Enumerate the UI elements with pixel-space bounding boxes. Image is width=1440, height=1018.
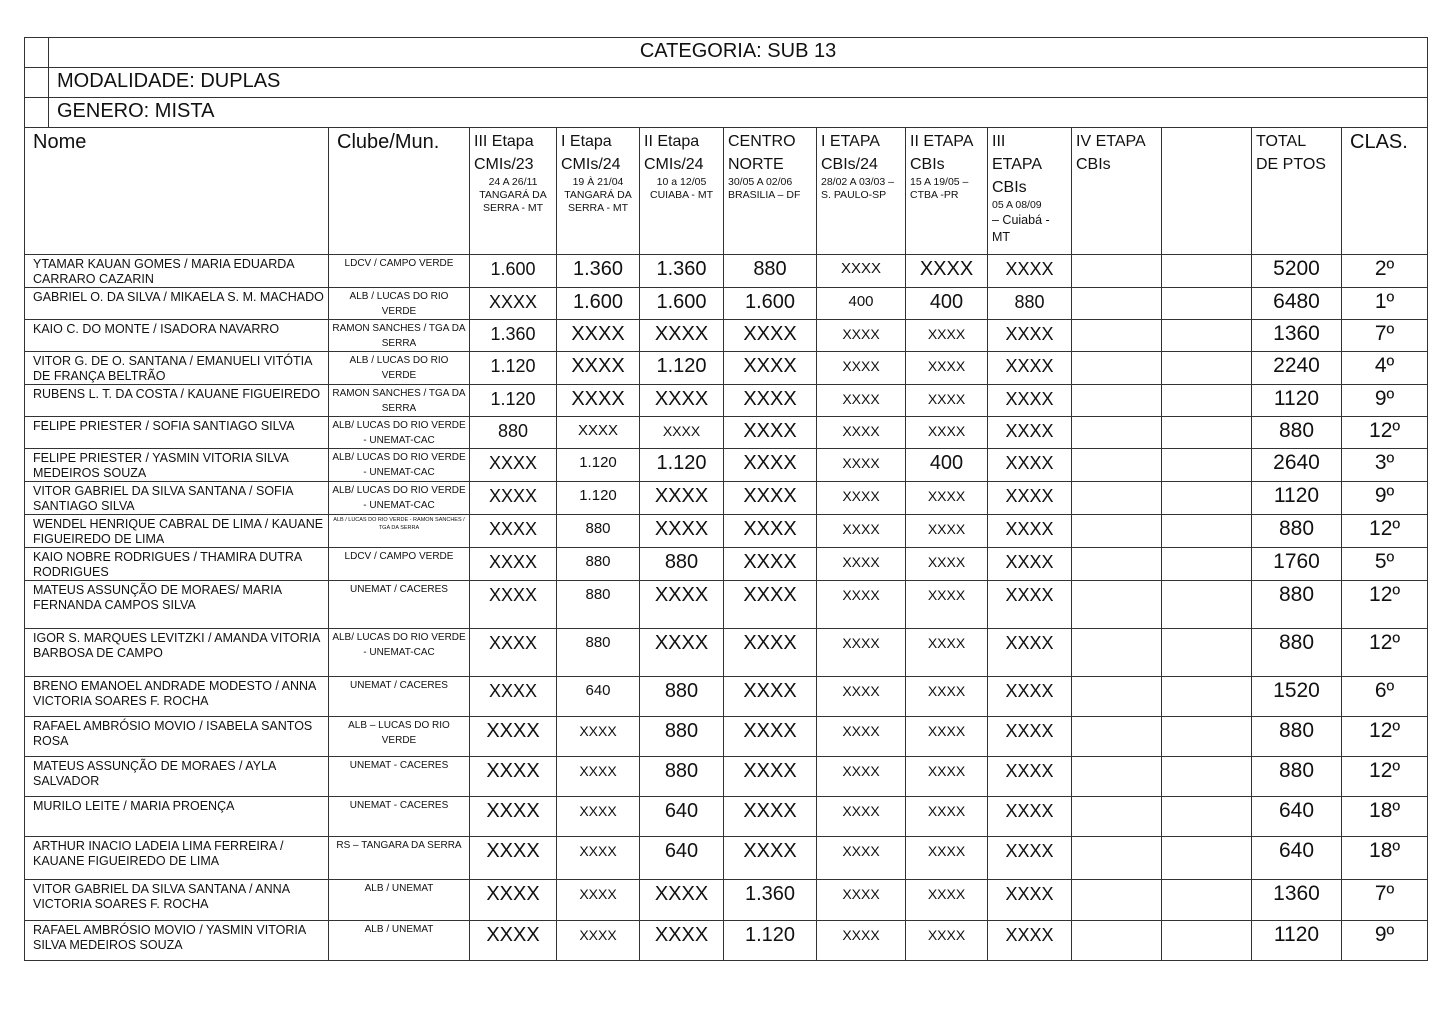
points-c9 (1162, 921, 1252, 961)
points-c2: 1.120 (557, 449, 640, 482)
classification: 12º (1342, 417, 1428, 449)
player-names: MURILO LEITE / MARIA PROENÇA (25, 797, 329, 837)
total-points: 1120 (1252, 921, 1342, 961)
total-points: 880 (1252, 417, 1342, 449)
points-c3: 880 (640, 757, 724, 797)
points-c9 (1162, 717, 1252, 757)
points-c6: XXXX (906, 320, 988, 352)
points-c6: XXXX (906, 581, 988, 629)
points-c1: 880 (470, 417, 557, 449)
points-c3: XXXX (640, 320, 724, 352)
classification: 2º (1342, 255, 1428, 288)
club-cell: ALB / UNEMAT (329, 921, 470, 961)
points-c2: XXXX (557, 797, 640, 837)
table-row (25, 797, 1428, 837)
player-names: MATEUS ASSUNÇÃO DE MORAES/ MARIA FERNANDA CAMPOS SILVA (25, 581, 329, 629)
classification: 18º (1342, 797, 1428, 837)
points-c4: XXXX (724, 352, 817, 385)
table-row (25, 482, 1428, 515)
points-c4: XXXX (724, 482, 817, 515)
points-c5: XXXX (817, 255, 906, 288)
points-c9 (1162, 255, 1252, 288)
table-row (25, 417, 1428, 449)
player-names: RUBENS L. T. DA COSTA / KAUANE FIGUEIREDO (25, 385, 329, 417)
points-c3: 1.360 (640, 255, 724, 288)
points-c9 (1162, 880, 1252, 921)
points-c8 (1072, 837, 1162, 880)
player-names: ARTHUR INACIO LADEIA LIMA FERREIRA / KAUANE FIGUEIREDO DE LIMA (25, 837, 329, 880)
classification: 3º (1342, 449, 1428, 482)
club-cell: ALB / LUCAS DO RIO VERDE (329, 352, 470, 385)
classification: 6º (1342, 677, 1428, 717)
points-c8 (1072, 482, 1162, 515)
header-c2: I Etapa CMIs/24 19 À 21/04 TANGARÁ DA SERRA - MT (557, 128, 640, 255)
total-points: 640 (1252, 797, 1342, 837)
club-cell: UNEMAT / CACERES (329, 677, 470, 717)
player-names: RAFAEL AMBRÓSIO MOVIO / ISABELA SANTOS ROSA (25, 717, 329, 757)
total-points: 6480 (1252, 288, 1342, 320)
points-c1: 1.600 (470, 255, 557, 288)
points-c3: 880 (640, 677, 724, 717)
points-c5: XXXX (817, 385, 906, 417)
points-c7: XXXX (988, 515, 1072, 548)
points-c4: 880 (724, 255, 817, 288)
table-row (25, 255, 1428, 288)
points-c3: 880 (640, 548, 724, 581)
points-c1: 1.120 (470, 352, 557, 385)
classification: 1º (1342, 288, 1428, 320)
points-c9 (1162, 757, 1252, 797)
points-c3: 1.120 (640, 352, 724, 385)
player-names: BRENO EMANOEL ANDRADE MODESTO / ANNA VICTORIA SOARES F. ROCHA (25, 677, 329, 717)
points-c7: XXXX (988, 837, 1072, 880)
points-c2: 640 (557, 677, 640, 717)
points-c9 (1162, 352, 1252, 385)
points-c5: XXXX (817, 757, 906, 797)
club-cell: RS – TANGARA DA SERRA (329, 837, 470, 880)
player-names: VITOR G. DE O. SANTANA / EMANUELI VITÓTIA DE FRANÇA BELTRÃO (25, 352, 329, 385)
modalidade-row (25, 68, 1428, 98)
points-c2: XXXX (557, 352, 640, 385)
player-names: FELIPE PRIESTER / SOFIA SANTIAGO SILVA (25, 417, 329, 449)
points-c5: XXXX (817, 677, 906, 717)
total-points: 1360 (1252, 880, 1342, 921)
points-c1: XXXX (470, 677, 557, 717)
points-c3: XXXX (640, 629, 724, 677)
points-c9 (1162, 581, 1252, 629)
points-c7: XXXX (988, 880, 1072, 921)
points-c5: XXXX (817, 320, 906, 352)
points-c8 (1072, 255, 1162, 288)
points-c4: XXXX (724, 757, 817, 797)
player-names: MATEUS ASSUNÇÃO DE MORAES / AYLA SALVADOR (25, 757, 329, 797)
points-c7: XXXX (988, 320, 1072, 352)
points-c1: XXXX (470, 482, 557, 515)
points-c8 (1072, 757, 1162, 797)
classification: 12º (1342, 757, 1428, 797)
points-c6: XXXX (906, 717, 988, 757)
points-c4: 1.360 (724, 880, 817, 921)
points-c7: XXXX (988, 677, 1072, 717)
points-c3: XXXX (640, 482, 724, 515)
points-c1: XXXX (470, 717, 557, 757)
player-names: KAIO NOBRE RODRIGUES / THAMIRA DUTRA RODRIGUES (25, 548, 329, 581)
points-c1: XXXX (470, 515, 557, 548)
points-c2: 1.360 (557, 255, 640, 288)
total-points: 1120 (1252, 385, 1342, 417)
header-c3: II Etapa CMIs/24 10 a 12/05 CUIABA - MT (640, 128, 724, 255)
points-c2: XXXX (557, 880, 640, 921)
classification: 18º (1342, 837, 1428, 880)
points-c2: XXXX (557, 837, 640, 880)
points-c5: XXXX (817, 449, 906, 482)
table-row (25, 677, 1428, 717)
total-points: 880 (1252, 757, 1342, 797)
classification: 12º (1342, 581, 1428, 629)
header-clas: CLAS. (1342, 128, 1428, 255)
ranking-table (24, 37, 1428, 961)
points-c9 (1162, 677, 1252, 717)
points-c6: XXXX (906, 482, 988, 515)
header-row (25, 128, 1428, 255)
points-c2: XXXX (557, 320, 640, 352)
table-row (25, 548, 1428, 581)
points-c1: XXXX (470, 797, 557, 837)
points-c6: XXXX (906, 255, 988, 288)
points-c5: XXXX (817, 482, 906, 515)
points-c6: XXXX (906, 385, 988, 417)
points-c6: XXXX (906, 797, 988, 837)
points-c7: XXXX (988, 417, 1072, 449)
points-c5: XXXX (817, 352, 906, 385)
points-c3: 880 (640, 717, 724, 757)
points-c5: XXXX (817, 417, 906, 449)
points-c8 (1072, 352, 1162, 385)
table-row (25, 385, 1428, 417)
total-points: 1120 (1252, 482, 1342, 515)
points-c9 (1162, 629, 1252, 677)
header-clube: Clube/Mun. (329, 128, 470, 255)
club-cell: ALB/ LUCAS DO RIO VERDE - UNEMAT-CAC (329, 449, 470, 482)
total-points: 640 (1252, 837, 1342, 880)
points-c5: XXXX (817, 921, 906, 961)
points-c5: XXXX (817, 837, 906, 880)
points-c6: XXXX (906, 548, 988, 581)
points-c8 (1072, 320, 1162, 352)
categoria-label: CATEGORIA: SUB 13 (49, 38, 1428, 68)
points-c2: 1.600 (557, 288, 640, 320)
points-c7: XXXX (988, 385, 1072, 417)
player-names: KAIO C. DO MONTE / ISADORA NAVARRO (25, 320, 329, 352)
club-cell: RAMON SANCHES / TGA DA SERRA (329, 320, 470, 352)
club-cell: ALB – LUCAS DO RIO VERDE (329, 717, 470, 757)
club-cell: ALB/ LUCAS DO RIO VERDE - UNEMAT-CAC (329, 482, 470, 515)
classification: 5º (1342, 548, 1428, 581)
points-c1: XXXX (470, 449, 557, 482)
table-row (25, 757, 1428, 797)
club-cell: LDCV / CAMPO VERDE (329, 255, 470, 288)
points-c6: 400 (906, 288, 988, 320)
points-c4: 1.120 (724, 921, 817, 961)
total-points: 880 (1252, 629, 1342, 677)
points-c7: XXXX (988, 921, 1072, 961)
points-c3: 1.600 (640, 288, 724, 320)
classification: 9º (1342, 482, 1428, 515)
points-c5: XXXX (817, 717, 906, 757)
points-c1: XXXX (470, 921, 557, 961)
points-c1: 1.120 (470, 385, 557, 417)
points-c7: XXXX (988, 581, 1072, 629)
points-c4: 1.600 (724, 288, 817, 320)
points-c5: XXXX (817, 581, 906, 629)
points-c8 (1072, 677, 1162, 717)
points-c7: XXXX (988, 797, 1072, 837)
header-c1: III Etapa CMIs/23 24 A 26/11 TANGARÁ DA SERRA - MT (470, 128, 557, 255)
player-names: IGOR S. MARQUES LEVITZKI / AMANDA VITORIA BARBOSA DE CAMPO (25, 629, 329, 677)
points-c6: XXXX (906, 515, 988, 548)
points-c1: XXXX (470, 757, 557, 797)
classification: 12º (1342, 717, 1428, 757)
points-c5: XXXX (817, 515, 906, 548)
points-c7: XXXX (988, 352, 1072, 385)
total-points: 1520 (1252, 677, 1342, 717)
points-c4: XXXX (724, 581, 817, 629)
points-c3: XXXX (640, 417, 724, 449)
points-c2: 1.120 (557, 482, 640, 515)
player-names: RAFAEL AMBRÓSIO MOVIO / YASMIN VITORIA SILVA MEDEIROS SOUZA (25, 921, 329, 961)
club-cell: ALB/ LUCAS DO RIO VERDE - UNEMAT-CAC (329, 629, 470, 677)
table-row (25, 449, 1428, 482)
points-c9 (1162, 797, 1252, 837)
points-c3: 1.120 (640, 449, 724, 482)
club-cell: LDCV / CAMPO VERDE (329, 548, 470, 581)
total-points: 1360 (1252, 320, 1342, 352)
classification: 4º (1342, 352, 1428, 385)
header-c8: IV ETAPA CBIs (1072, 128, 1162, 255)
points-c5: XXXX (817, 880, 906, 921)
points-c8 (1072, 385, 1162, 417)
points-c8 (1072, 880, 1162, 921)
total-points: 2640 (1252, 449, 1342, 482)
points-c3: XXXX (640, 385, 724, 417)
player-names: VITOR GABRIEL DA SILVA SANTANA / ANNA VICTORIA SOARES F. ROCHA (25, 880, 329, 921)
club-cell: ALB / LUCAS DO RIO VERDE - RAMON SANCHES / TGA DA SERRA (329, 515, 470, 548)
points-c8 (1072, 449, 1162, 482)
points-c7: 880 (988, 288, 1072, 320)
table-row (25, 288, 1428, 320)
points-c4: XXXX (724, 629, 817, 677)
points-c7: XXXX (988, 449, 1072, 482)
points-c4: XXXX (724, 548, 817, 581)
genero-label: GENERO: MISTA (49, 98, 1428, 128)
points-c2: XXXX (557, 921, 640, 961)
classification: 12º (1342, 515, 1428, 548)
classification: 12º (1342, 629, 1428, 677)
points-c2: XXXX (557, 717, 640, 757)
points-c9 (1162, 548, 1252, 581)
points-c8 (1072, 288, 1162, 320)
points-c4: XXXX (724, 837, 817, 880)
points-c3: XXXX (640, 921, 724, 961)
points-c4: XXXX (724, 417, 817, 449)
points-c9 (1162, 482, 1252, 515)
points-c7: XXXX (988, 255, 1072, 288)
points-c6: XXXX (906, 352, 988, 385)
points-c6: XXXX (906, 417, 988, 449)
player-names: VITOR GABRIEL DA SILVA SANTANA / SOFIA SANTIAGO SILVA (25, 482, 329, 515)
header-nome: Nome (25, 128, 329, 255)
points-c6: XXXX (906, 677, 988, 717)
points-c4: XXXX (724, 515, 817, 548)
points-c2: 880 (557, 548, 640, 581)
points-c1: XXXX (470, 548, 557, 581)
points-c3: XXXX (640, 515, 724, 548)
points-c4: XXXX (724, 449, 817, 482)
points-c1: XXXX (470, 837, 557, 880)
points-c2: 880 (557, 515, 640, 548)
points-c4: XXXX (724, 320, 817, 352)
points-c6: XXXX (906, 837, 988, 880)
points-c4: XXXX (724, 385, 817, 417)
club-cell: UNEMAT - CACERES (329, 757, 470, 797)
points-c7: XXXX (988, 629, 1072, 677)
table-row (25, 352, 1428, 385)
categoria-row (25, 38, 1428, 68)
points-c6: XXXX (906, 921, 988, 961)
table-row (25, 629, 1428, 677)
total-points: 880 (1252, 515, 1342, 548)
table-row (25, 921, 1428, 961)
points-c7: XXXX (988, 482, 1072, 515)
header-c5: I ETAPA CBIs/24 28/02 A 03/03 – S. PAULO-SP (817, 128, 906, 255)
points-c2: XXXX (557, 757, 640, 797)
club-cell: ALB / UNEMAT (329, 880, 470, 921)
total-points: 5200 (1252, 255, 1342, 288)
points-c4: XXXX (724, 797, 817, 837)
points-c8 (1072, 629, 1162, 677)
points-c3: 640 (640, 837, 724, 880)
points-c6: XXXX (906, 629, 988, 677)
points-c8 (1072, 581, 1162, 629)
points-c9 (1162, 837, 1252, 880)
points-c9 (1162, 417, 1252, 449)
points-c7: XXXX (988, 757, 1072, 797)
points-c3: 640 (640, 797, 724, 837)
points-c2: 880 (557, 629, 640, 677)
points-c5: XXXX (817, 629, 906, 677)
points-c9 (1162, 449, 1252, 482)
classification: 9º (1342, 385, 1428, 417)
points-c8 (1072, 417, 1162, 449)
header-c9 (1162, 128, 1252, 255)
points-c4: XXXX (724, 677, 817, 717)
table-row (25, 717, 1428, 757)
table-row (25, 880, 1428, 921)
points-c3: XXXX (640, 581, 724, 629)
points-c2: XXXX (557, 417, 640, 449)
points-c9 (1162, 385, 1252, 417)
genero-row (25, 98, 1428, 128)
player-names: WENDEL HENRIQUE CABRAL DE LIMA / KAUANE FIGUEIREDO DE LIMA (25, 515, 329, 548)
points-c8 (1072, 797, 1162, 837)
points-c2: 880 (557, 581, 640, 629)
player-names: YTAMAR KAUAN GOMES / MARIA EDUARDA CARRARO CAZARIN (25, 255, 329, 288)
points-c1: XXXX (470, 288, 557, 320)
points-c8 (1072, 515, 1162, 548)
points-c6: XXXX (906, 880, 988, 921)
points-c2: XXXX (557, 385, 640, 417)
club-cell: RAMON SANCHES / TGA DA SERRA (329, 385, 470, 417)
header-c6: II ETAPA CBIs 15 A 19/05 – CTBA -PR (906, 128, 988, 255)
points-c5: XXXX (817, 548, 906, 581)
club-cell: UNEMAT / CACERES (329, 581, 470, 629)
player-names: FELIPE PRIESTER / YASMIN VITORIA SILVA MEDEIROS SOUZA (25, 449, 329, 482)
header-c4: CENTRO NORTE 30/05 A 02/06 BRASILIA – DF (724, 128, 817, 255)
points-c1: XXXX (470, 629, 557, 677)
points-c5: XXXX (817, 797, 906, 837)
points-c8 (1072, 548, 1162, 581)
total-points: 1760 (1252, 548, 1342, 581)
table-row (25, 320, 1428, 352)
table-row (25, 837, 1428, 880)
points-c8 (1072, 921, 1162, 961)
modalidade-label: MODALIDADE: DUPLAS (49, 68, 1428, 98)
total-points: 2240 (1252, 352, 1342, 385)
header-c7: III ETAPA CBIs 05 A 08/09 – Cuiabá - MT (988, 128, 1072, 255)
club-cell: ALB / LUCAS DO RIO VERDE (329, 288, 470, 320)
points-c7: XXXX (988, 548, 1072, 581)
points-c9 (1162, 320, 1252, 352)
points-c1: XXXX (470, 581, 557, 629)
points-c9 (1162, 288, 1252, 320)
points-c6: XXXX (906, 757, 988, 797)
points-c6: 400 (906, 449, 988, 482)
table-row (25, 515, 1428, 548)
points-c3: XXXX (640, 880, 724, 921)
points-c8 (1072, 717, 1162, 757)
points-c1: 1.360 (470, 320, 557, 352)
points-c9 (1162, 515, 1252, 548)
points-c7: XXXX (988, 717, 1072, 757)
classification: 7º (1342, 880, 1428, 921)
table-row (25, 581, 1428, 629)
club-cell: ALB/ LUCAS DO RIO VERDE - UNEMAT-CAC (329, 417, 470, 449)
club-cell: UNEMAT - CACERES (329, 797, 470, 837)
classification: 9º (1342, 921, 1428, 961)
points-c5: 400 (817, 288, 906, 320)
total-points: 880 (1252, 581, 1342, 629)
header-total: TOTAL DE PTOS (1252, 128, 1342, 255)
points-c4: XXXX (724, 717, 817, 757)
classification: 7º (1342, 320, 1428, 352)
player-names: GABRIEL O. DA SILVA / MIKAELA S. M. MACHADO (25, 288, 329, 320)
total-points: 880 (1252, 717, 1342, 757)
points-c1: XXXX (470, 880, 557, 921)
